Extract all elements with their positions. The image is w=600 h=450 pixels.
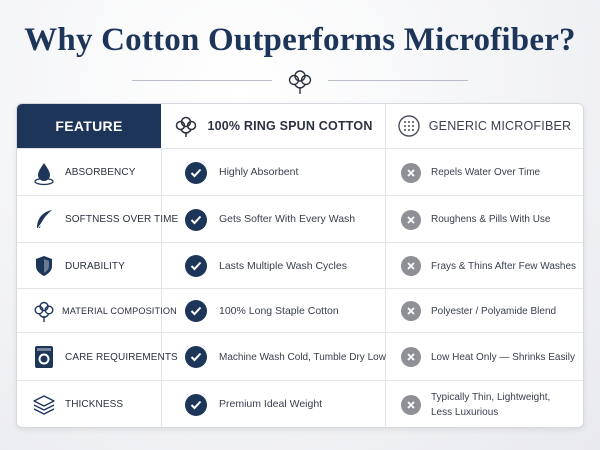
check-icon bbox=[185, 209, 207, 231]
cotton-cell bbox=[161, 381, 386, 428]
microfiber-value: Polyester / Polyamide Blend bbox=[431, 305, 557, 317]
microfiber-value: Low Heat Only — Shrinks Easily bbox=[431, 351, 575, 363]
feature-label: SOFTNESS OVER TIME bbox=[65, 214, 179, 225]
header-cotton-label: 100% RING SPUN COTTON bbox=[207, 119, 373, 133]
cotton-cell bbox=[161, 196, 386, 243]
cotton-value: Machine Wash Cold, Tumble Dry Low bbox=[219, 351, 386, 363]
feature-cell bbox=[17, 381, 162, 428]
header-cotton-cell bbox=[161, 104, 386, 148]
cotton-boll-icon bbox=[31, 298, 57, 324]
x-icon bbox=[401, 163, 421, 183]
check-icon bbox=[185, 394, 207, 416]
feature-cell bbox=[17, 289, 177, 333]
microfiber-value-line2: Less Luxurious bbox=[431, 406, 499, 418]
feature-cell bbox=[17, 333, 178, 381]
table-header-row bbox=[17, 104, 583, 148]
feature-label: DURABILITY bbox=[65, 260, 125, 272]
page-title: Why Cotton Outperforms Microfiber? bbox=[24, 22, 576, 58]
header-feature-label: FEATURE bbox=[55, 118, 123, 134]
cotton-value: Highly Absorbent bbox=[219, 166, 299, 178]
microfiber-value: Frays & Thins After Few Washes bbox=[431, 260, 577, 272]
table-row bbox=[17, 288, 583, 333]
microfiber-value: Repels Water Over Time bbox=[431, 167, 541, 178]
table-row bbox=[17, 242, 583, 289]
comparison-table bbox=[16, 103, 584, 428]
feature-cell bbox=[17, 196, 179, 243]
cotton-cell bbox=[161, 149, 386, 196]
x-icon bbox=[401, 301, 421, 321]
title-divider-right bbox=[328, 80, 468, 81]
microfiber-cell bbox=[385, 243, 583, 289]
table-row bbox=[17, 148, 583, 196]
feather-icon bbox=[31, 207, 57, 233]
water-drop-icon bbox=[31, 160, 57, 186]
feature-label: CARE REQUIREMENTS bbox=[65, 351, 178, 363]
washing-machine-icon bbox=[31, 344, 57, 370]
cotton-value: 100% Long Staple Cotton bbox=[219, 304, 339, 317]
cotton-cell bbox=[161, 243, 386, 289]
check-icon bbox=[185, 346, 207, 368]
layers-icon bbox=[31, 392, 57, 418]
check-icon bbox=[185, 255, 207, 277]
x-icon bbox=[401, 347, 421, 367]
microfiber-value: Roughens & Pills With Use bbox=[431, 214, 551, 225]
table-row bbox=[17, 332, 583, 381]
cotton-boll-icon bbox=[173, 114, 199, 138]
microfiber-dots-icon bbox=[397, 114, 421, 138]
x-icon bbox=[401, 395, 421, 415]
header-microfiber-cell bbox=[385, 104, 583, 148]
cotton-cell bbox=[161, 333, 386, 381]
cotton-boll-logo-icon bbox=[284, 66, 316, 96]
microfiber-cell bbox=[385, 381, 583, 428]
feature-label: ABSORBENCY bbox=[65, 167, 136, 178]
microfiber-cell bbox=[385, 289, 583, 333]
header-microfiber-label: GENERIC MICROFIBER bbox=[428, 119, 572, 133]
microfiber-cell bbox=[385, 149, 583, 196]
table-row bbox=[17, 380, 583, 428]
feature-label: THICKNESS bbox=[65, 399, 124, 410]
feature-label: MATERIAL COMPOSITION bbox=[62, 306, 177, 316]
check-icon bbox=[185, 300, 207, 322]
microfiber-value-line1: Typically Thin, Lightweight, bbox=[431, 391, 551, 403]
feature-cell bbox=[17, 149, 162, 196]
table-row bbox=[17, 195, 583, 243]
check-icon bbox=[185, 162, 207, 184]
header-feature-cell bbox=[17, 104, 161, 148]
shield-icon bbox=[31, 253, 57, 279]
cotton-value: Premium Ideal Weight bbox=[219, 398, 323, 410]
x-icon bbox=[401, 210, 421, 230]
microfiber-value bbox=[431, 390, 550, 420]
microfiber-cell bbox=[385, 196, 583, 243]
title-divider-left bbox=[132, 80, 272, 81]
microfiber-cell bbox=[385, 333, 583, 381]
cotton-value: Gets Softer With Every Wash bbox=[219, 213, 356, 225]
cotton-cell bbox=[161, 289, 386, 333]
feature-cell bbox=[17, 243, 162, 289]
x-icon bbox=[401, 256, 421, 276]
cotton-value: Lasts Multiple Wash Cycles bbox=[219, 259, 347, 272]
